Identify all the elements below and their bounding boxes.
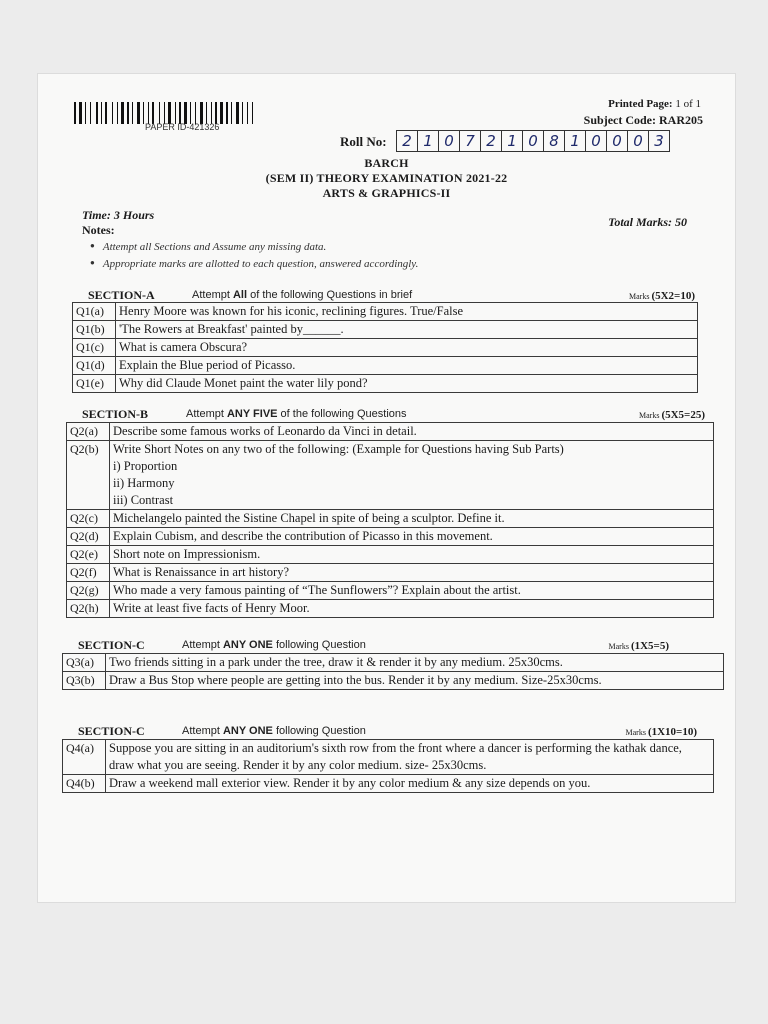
question-number: Q2(e) bbox=[67, 546, 110, 564]
barcode-bar bbox=[119, 102, 120, 124]
exam-duration: Time: 3 Hours bbox=[82, 208, 155, 222]
subject-title: ARTS & GRAPHICS-II bbox=[322, 186, 451, 200]
question-text: 'The Rowers at Breakfast' painted by______. bbox=[116, 321, 698, 339]
barcode-bar bbox=[236, 102, 239, 124]
question-text: Suppose you are sitting in an auditorium's sixth row from the front where a dancer is performing the kathak dance, draw what you are seeing. Render it by any color medium. size- 25x30cms. bbox=[106, 740, 714, 775]
barcode-bar bbox=[179, 102, 181, 124]
program-title: BARCH bbox=[364, 156, 409, 170]
question-row bbox=[67, 564, 714, 582]
question-row bbox=[63, 672, 724, 690]
section-title: SECTION-C bbox=[78, 638, 145, 652]
roll-number-label: Roll No: bbox=[340, 134, 387, 149]
barcode-bar bbox=[145, 102, 147, 124]
barcode-bar bbox=[254, 102, 257, 124]
barcode-bar bbox=[96, 102, 98, 124]
sub-part: iii) Contrast bbox=[113, 493, 174, 507]
barcode-bar bbox=[125, 102, 126, 124]
question-row bbox=[67, 528, 714, 546]
barcode-bar bbox=[226, 102, 228, 124]
barcode-bar bbox=[117, 102, 118, 124]
roll-digit: 0 bbox=[628, 131, 649, 151]
exam-title: (SEM II) THEORY EXAMINATION 2021-22 bbox=[265, 171, 508, 185]
question-row bbox=[67, 423, 714, 441]
roll-digit: 0 bbox=[607, 131, 628, 151]
question-text: Explain the Blue period of Picasso. bbox=[116, 357, 698, 375]
roll-digit: 0 bbox=[586, 131, 607, 151]
barcode-bar bbox=[103, 102, 104, 124]
barcode-bar bbox=[177, 102, 178, 124]
barcode-bar bbox=[114, 102, 116, 124]
question-text: Short note on Impressionism. bbox=[110, 546, 714, 564]
barcode-bar bbox=[137, 102, 140, 124]
question-text: Describe some famous works of Leonardo da Vinci in detail. bbox=[110, 423, 714, 441]
roll-number-boxes bbox=[396, 130, 670, 152]
roll-digit: 1 bbox=[502, 131, 523, 151]
roll-digit: 1 bbox=[565, 131, 586, 151]
question-number: Q2(a) bbox=[67, 423, 110, 441]
barcode-bar bbox=[79, 102, 82, 124]
barcode-bar bbox=[87, 102, 89, 124]
question-number: Q1(d) bbox=[73, 357, 116, 375]
barcode-bar bbox=[161, 102, 163, 124]
question-row bbox=[73, 303, 698, 321]
barcode-bar bbox=[233, 102, 235, 124]
barcode-bar bbox=[190, 102, 191, 124]
question-number: Q4(a) bbox=[63, 740, 106, 775]
question-table bbox=[72, 302, 698, 393]
question-number: Q4(b) bbox=[63, 775, 106, 793]
roll-digit: 8 bbox=[544, 131, 565, 151]
barcode-bar bbox=[130, 102, 131, 124]
barcode-bar bbox=[231, 102, 232, 124]
barcode-bar bbox=[112, 102, 113, 124]
barcode-bar bbox=[152, 102, 154, 124]
question-text: Who made a very famous painting of “The Sunflowers”? Explain about the artist. bbox=[110, 582, 714, 600]
question-number: Q3(b) bbox=[63, 672, 106, 690]
question-row bbox=[63, 654, 724, 672]
barcode-bar bbox=[206, 102, 207, 124]
section-title: SECTION-C bbox=[78, 724, 145, 738]
barcode-bar bbox=[85, 102, 86, 124]
barcode-bar bbox=[215, 102, 217, 124]
barcode-bar bbox=[155, 102, 158, 124]
barcode-bar bbox=[141, 102, 142, 124]
roll-digit: 1 bbox=[418, 131, 439, 151]
question-text: What is camera Obscura? bbox=[116, 339, 698, 357]
barcode bbox=[74, 102, 296, 124]
question-row bbox=[63, 740, 714, 775]
barcode-bar bbox=[83, 102, 84, 124]
barcode-bar bbox=[74, 102, 76, 124]
barcode-bar bbox=[148, 102, 149, 124]
section-instruction: Attempt ANY ONE following Question bbox=[182, 639, 366, 651]
question-text: Draw a Bus Stop where people are getting into the bus. Render it by any medium. Size-25x30cms. bbox=[106, 672, 724, 690]
roll-digit: 2 bbox=[481, 131, 502, 151]
roll-digit: 3 bbox=[654, 132, 664, 150]
exam-paper bbox=[38, 74, 735, 902]
barcode-bar bbox=[99, 102, 100, 124]
barcode-bar bbox=[105, 102, 107, 124]
question-number: Q1(c) bbox=[73, 339, 116, 357]
barcode-bar bbox=[220, 102, 223, 124]
question-number: Q1(b) bbox=[73, 321, 116, 339]
notes-label: Notes: bbox=[82, 223, 115, 237]
question-text: Explain Cubism, and describe the contribution of Picasso in this movement. bbox=[110, 528, 714, 546]
barcode-bar bbox=[240, 102, 241, 124]
note-item: ● Attempt all Sections and Assume any missing data. bbox=[90, 241, 326, 253]
question-row bbox=[73, 375, 698, 393]
question-text: Write at least five facts of Henry Moor. bbox=[110, 600, 714, 618]
question-text: Why did Claude Monet paint the water lily pond? bbox=[116, 375, 698, 393]
question-number: Q2(f) bbox=[67, 564, 110, 582]
barcode-bar bbox=[218, 102, 219, 124]
barcode-bar bbox=[224, 102, 225, 124]
barcode-bar bbox=[159, 102, 160, 124]
question-row bbox=[67, 441, 714, 510]
barcode-bar bbox=[213, 102, 214, 124]
question-row bbox=[67, 600, 714, 618]
question-number: Q1(e) bbox=[73, 375, 116, 393]
question-table bbox=[66, 422, 714, 618]
section-title: SECTION-A bbox=[88, 288, 155, 302]
barcode-bar bbox=[121, 102, 124, 124]
barcode-bar bbox=[175, 102, 176, 124]
question-number: Q2(d) bbox=[67, 528, 110, 546]
section-marks: Marks (1X10=10) bbox=[625, 726, 697, 738]
question-number: Q2(g) bbox=[67, 582, 110, 600]
question-number: Q1(a) bbox=[73, 303, 116, 321]
barcode-bar bbox=[252, 102, 253, 124]
barcode-bar bbox=[195, 102, 196, 124]
barcode-bar bbox=[90, 102, 91, 124]
question-text: Draw a weekend mall exterior view. Render it by any color medium & any size depends on you. bbox=[106, 775, 714, 793]
barcode-bar bbox=[101, 102, 102, 124]
question-row bbox=[67, 546, 714, 564]
barcode-bar bbox=[168, 102, 171, 124]
question-row bbox=[67, 510, 714, 528]
barcode-bar bbox=[208, 102, 210, 124]
barcode-bar bbox=[134, 102, 136, 124]
question-row bbox=[67, 582, 714, 600]
barcode-bar bbox=[77, 102, 78, 124]
question-row bbox=[63, 775, 714, 793]
barcode-bar bbox=[229, 102, 230, 124]
question-number: Q3(a) bbox=[63, 654, 106, 672]
question-text: What is Renaissance in art history? bbox=[110, 564, 714, 582]
barcode-bar bbox=[184, 102, 187, 124]
total-marks: Total Marks: 50 bbox=[608, 215, 687, 229]
barcode-bar bbox=[172, 102, 174, 124]
question-number: Q2(h) bbox=[67, 600, 110, 618]
section-instruction: Attempt ANY ONE following Question bbox=[182, 725, 366, 737]
barcode-bar bbox=[242, 102, 243, 124]
roll-digit: 0 bbox=[439, 131, 460, 151]
question-table bbox=[62, 653, 724, 690]
barcode-bar bbox=[92, 102, 95, 124]
barcode-bar bbox=[200, 102, 203, 124]
barcode-bar bbox=[143, 102, 144, 124]
barcode-bar bbox=[249, 102, 251, 124]
paper-id: PAPER ID-421326 bbox=[145, 122, 220, 132]
note-item: ● Appropriate marks are allotted to each question, answered accordingly. bbox=[90, 258, 418, 270]
sub-part: i) Proportion bbox=[113, 459, 178, 473]
section-marks: Marks (1X5=5) bbox=[608, 640, 669, 652]
barcode-bar bbox=[204, 102, 205, 124]
section-marks: Marks (5X5=25) bbox=[639, 409, 705, 421]
question-text: Henry Moore was known for his iconic, reclining figures. True/False bbox=[116, 303, 698, 321]
barcode-bar bbox=[164, 102, 165, 124]
question-row bbox=[73, 357, 698, 375]
question-number: Q2(b) bbox=[67, 441, 110, 510]
barcode-bar bbox=[182, 102, 183, 124]
barcode-bar bbox=[197, 102, 199, 124]
question-row bbox=[73, 339, 698, 357]
section-marks: Marks (5X2=10) bbox=[629, 290, 695, 302]
barcode-bar bbox=[211, 102, 212, 124]
subject-code: Subject Code: RAR205 bbox=[583, 113, 703, 127]
question-text: Two friends sitting in a park under the tree, draw it & render it by any medium. 25x30cms. bbox=[106, 654, 724, 672]
section-instruction: Attempt All of the following Questions in brief bbox=[192, 289, 413, 301]
sub-part: ii) Harmony bbox=[113, 476, 175, 490]
barcode-bar bbox=[244, 102, 246, 124]
barcode-bar bbox=[192, 102, 194, 124]
barcode-bar bbox=[247, 102, 248, 124]
barcode-bar bbox=[188, 102, 189, 124]
question-text: Michelangelo painted the Sistine Chapel in spite of being a sculptor. Define it. bbox=[110, 510, 714, 528]
question-text: Write Short Notes on any two of the following: (Example for Questions having Sub Parts) i) Proportion ii) Harmony iii) Contrast bbox=[110, 441, 714, 510]
barcode-bar bbox=[108, 102, 111, 124]
barcode-bar bbox=[166, 102, 167, 124]
barcode-bar bbox=[132, 102, 133, 124]
barcode-bar bbox=[150, 102, 151, 124]
question-row bbox=[73, 321, 698, 339]
roll-digit: 7 bbox=[460, 131, 481, 151]
section-instruction: Attempt ANY FIVE of the following Questions bbox=[186, 408, 407, 420]
roll-digit: 0 bbox=[523, 131, 544, 151]
printed-page: Printed Page: 1 of 1 bbox=[608, 98, 701, 110]
barcode-bar bbox=[127, 102, 129, 124]
section-title: SECTION-B bbox=[82, 407, 149, 421]
roll-digit: 2 bbox=[397, 131, 418, 151]
question-table bbox=[62, 739, 714, 793]
question-number: Q2(c) bbox=[67, 510, 110, 528]
